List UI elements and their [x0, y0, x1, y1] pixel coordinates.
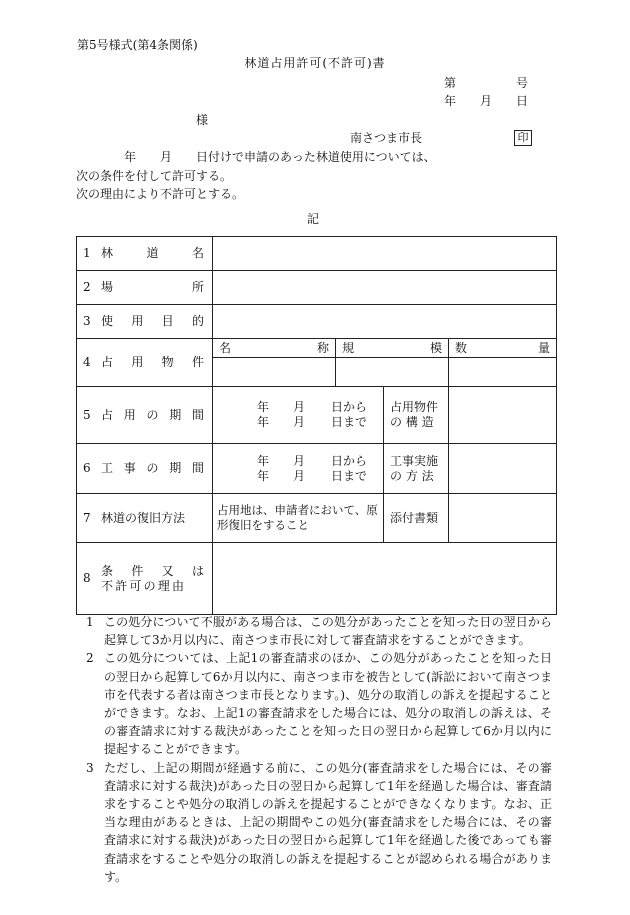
label-char: 物: [161, 355, 174, 369]
restoration-text: 占用地は、申請者において、原: [217, 503, 378, 517]
object-qty-field[interactable]: [449, 358, 557, 387]
intro-text: 日付けで申請のあった林道使用については、: [196, 150, 436, 164]
col-qty-header: [449, 339, 557, 358]
date-year: 年: [256, 400, 269, 414]
date-day: 日: [516, 94, 529, 108]
label-char: の: [146, 461, 159, 475]
object-name-field[interactable]: [213, 358, 336, 387]
row-num: 2: [83, 280, 91, 294]
date-year: 年: [444, 94, 457, 108]
label-char: 数: [455, 340, 468, 355]
date-year: 年: [256, 453, 269, 468]
label-char: 条: [101, 563, 114, 578]
label-char: 規: [342, 340, 355, 355]
row-construction-period: [77, 444, 557, 494]
label-char: 占: [101, 407, 114, 422]
label-char: 期: [169, 461, 182, 475]
location-field[interactable]: [213, 271, 557, 305]
structure-field[interactable]: [449, 387, 557, 444]
label-char: 用: [131, 314, 144, 328]
intro-permit: 次の条件を付して許可する。: [76, 169, 233, 183]
col-spec-header: [336, 339, 449, 358]
date-month: 月: [292, 468, 305, 483]
date-day-to: 日まで: [330, 415, 367, 429]
date-month: 月: [292, 415, 305, 429]
intro-year: 年: [124, 150, 137, 164]
label-char: 林: [101, 246, 114, 260]
label-char: 間: [191, 407, 204, 422]
date-day-from: 日から: [330, 400, 367, 414]
row-restoration: [77, 494, 557, 543]
intro-deny: 次の理由により不許可とする。: [76, 187, 245, 201]
label-char: 量: [537, 340, 550, 355]
label-char: の: [146, 407, 159, 422]
note-text: この処分について不服がある場合は、この処分があったことを知った日の翌日から起算して3か月以内に、南さつま市長に対して審査請求をすることができます。: [104, 615, 552, 648]
label-char: 件: [191, 355, 204, 369]
addressee-suffix: 様: [196, 113, 209, 127]
date-year: 年: [256, 468, 269, 483]
document-title: 林道占用許可(不許可)書: [244, 56, 386, 70]
number-suffix: 号: [516, 76, 529, 90]
object-spec-field[interactable]: [336, 358, 449, 387]
label-char: 所: [191, 280, 204, 294]
structure-label: [384, 387, 449, 444]
row-num: 4: [83, 355, 91, 369]
label-char: 件: [131, 563, 144, 578]
label-char: 用: [123, 407, 136, 422]
note-item: [86, 649, 552, 758]
label-char: 事: [123, 461, 136, 475]
occupancy-period-field[interactable]: [213, 387, 384, 444]
issuer-name: 南さつま市長: [350, 131, 423, 145]
label-char: は: [191, 563, 204, 578]
note-item: [86, 759, 552, 886]
row-num: 3: [83, 314, 91, 328]
conditions-field[interactable]: [213, 543, 557, 615]
attachments-label: 添付書類: [384, 494, 449, 543]
label-line: の 構 造: [390, 415, 434, 429]
label-char: 名: [219, 340, 232, 355]
row-num: 1: [83, 246, 91, 260]
row-objects-header: [77, 339, 557, 358]
permit-table: [76, 236, 557, 615]
date-day-to: 日まで: [330, 468, 367, 483]
label-char: 占: [101, 355, 114, 369]
label-char: 場: [101, 280, 114, 294]
intro-month: 月: [160, 150, 173, 164]
label-char: 又: [161, 563, 174, 578]
ki-heading: 記: [307, 212, 320, 226]
row-location: [77, 271, 557, 305]
label-line: 工事実施: [390, 453, 439, 468]
label-char: 模: [429, 340, 442, 355]
attachments-field[interactable]: [449, 494, 557, 543]
note-num: 2: [86, 651, 94, 666]
label-line: の 方 法: [390, 468, 434, 483]
row-num: 8: [83, 571, 91, 585]
note-text: この処分については、上記1の審査請求のほか、この処分があったことを知った日の翌日から起算して6か月以内に、南さつま市を被告として(訴訟において南さつま市を代表する者は南さつま市長となります。)、処分の取消しの訴えを提起することができます。なお、上記1の審査請求をした場合には、処分の取消しの訴えは、その審査請求に対する裁決があったことを知った日の翌日から起算して6か月以内に提起することができます。: [104, 651, 552, 757]
label-char: 称: [316, 340, 329, 355]
date-month: 月: [480, 94, 493, 108]
note-num: 1: [86, 615, 94, 629]
label-char: 目: [161, 314, 174, 328]
col-name-header: [213, 339, 336, 358]
row-num: 5: [83, 407, 91, 422]
label-char: 的: [191, 314, 204, 328]
label-char: 間: [191, 461, 204, 475]
rindo-name-field[interactable]: [213, 237, 557, 271]
label-char: 期: [169, 407, 182, 422]
label-char: 名: [191, 246, 204, 260]
number-prefix: 第: [444, 76, 457, 90]
label-char: 道: [146, 246, 159, 260]
seal-box: 印: [514, 130, 532, 146]
construction-method-field[interactable]: [449, 444, 557, 494]
label-char: 工: [101, 461, 114, 475]
note-text: ただし、上記の期間が経過する前に、この処分(審査請求をした場合には、その審査請求に対する裁決)があった日の翌日から起算して1年を経過した場合は、審査請求をすることや処分の取消しの訴えを提起することができなくなります。なお、正当な理由があるときは、上記の期間やこの処分(審査請求をした場合には、その審査請求に対する裁決)があった日の翌日から起算して1年を経過した後であっても審査請求をすることや処分の取消しの訴えを提起することが認められる場合があります。: [104, 760, 552, 884]
form-number: 第5号様式(第4条関係): [77, 38, 198, 52]
label-char: 用: [131, 355, 144, 369]
purpose-field[interactable]: [213, 305, 557, 339]
construction-period-field[interactable]: [213, 444, 384, 494]
row-purpose: [77, 305, 557, 339]
row-occupancy-period: [77, 387, 557, 444]
note-item: [86, 613, 552, 649]
label-char: 使: [101, 314, 114, 328]
label-line: 占用物件: [390, 400, 439, 414]
row-rindo-name: [77, 237, 557, 271]
restoration-label: 林道の復旧方法: [101, 510, 186, 525]
date-year: 年: [256, 415, 269, 429]
restoration-field[interactable]: [213, 494, 384, 543]
date-day-from: 日から: [330, 453, 367, 468]
label-line: 不許可の理由: [101, 578, 187, 593]
row-num: 7: [83, 510, 91, 525]
date-month: 月: [292, 453, 305, 468]
restoration-text: 形復旧をすること: [217, 518, 309, 532]
row-conditions: [77, 543, 557, 615]
notes-section: [86, 613, 552, 886]
row-num: 6: [83, 461, 91, 475]
note-num: 3: [86, 760, 94, 775]
construction-method-label: [384, 444, 449, 494]
date-month: 月: [292, 400, 305, 414]
